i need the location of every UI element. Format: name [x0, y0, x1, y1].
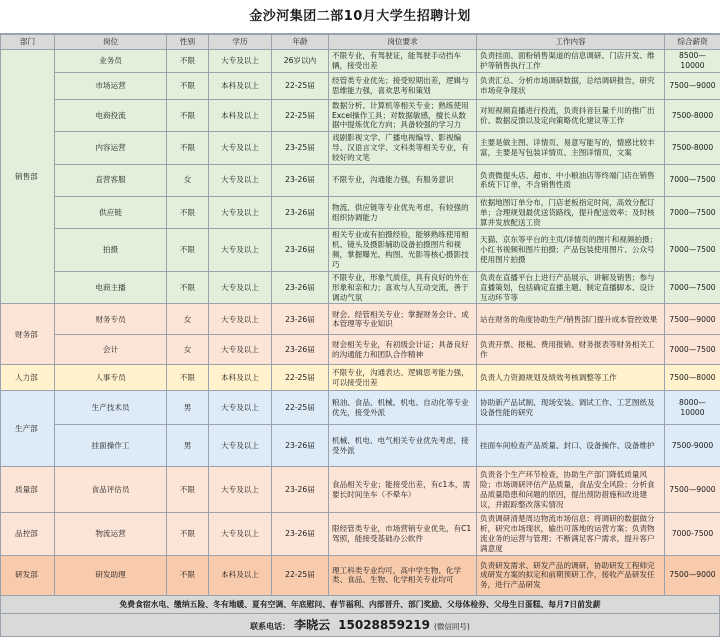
age-cell: 23-26届	[272, 425, 329, 467]
table-row	[1, 513, 720, 555]
requirements-cell: 限经管类专业，市场营销专业优先，有C1驾照，能接受基础办公软件	[329, 513, 477, 555]
position-cell: 市场运营	[55, 72, 167, 99]
education-cell: 大专及以上	[209, 467, 272, 513]
position-cell: 直营客服	[55, 164, 167, 196]
education-cell: 大专及以上	[209, 164, 272, 196]
education-cell: 大专及以上	[209, 513, 272, 555]
education-cell: 本科及以上	[209, 555, 272, 595]
salary-cell: 7500—9000	[665, 304, 720, 335]
contact-label: 联系电话：	[250, 621, 291, 631]
table-row	[1, 164, 720, 196]
salary-cell: 7000—7500	[665, 335, 720, 365]
gender-cell: 不限	[167, 229, 209, 271]
contact-name: 李晓云	[294, 617, 331, 632]
age-cell: 23-26届	[272, 164, 329, 196]
requirements-cell: 财会、经管相关专业；掌握财务会计、成本管理等专业知识	[329, 304, 477, 335]
gender-cell: 女	[167, 164, 209, 196]
education-cell: 大专及以上	[209, 132, 272, 165]
dept-cell: 财务部	[1, 304, 55, 365]
gender-cell: 不限	[167, 99, 209, 132]
work-content-cell: 负责汇总、分析市场调研数据，总结调研报告，研究市场竞争现状	[477, 72, 665, 99]
work-content-cell: 负责微提头店、超市、中小粮油店等终端门店在销售系统下订单，不含销售性质	[477, 164, 665, 196]
table-row	[1, 365, 720, 391]
age-cell: 23-26届	[272, 304, 329, 335]
table-row	[1, 229, 720, 271]
education-cell: 本科及以上	[209, 365, 272, 391]
requirements-cell: 机械、机电、电气相关专业优先考虑，接受外派	[329, 425, 477, 467]
requirements-cell: 食品相关专业；能接受出差，有c1本，需要长时间坐车（不晕车）	[329, 467, 477, 513]
header-education: 学历	[209, 35, 272, 50]
education-cell: 本科及以上	[209, 99, 272, 132]
gender-cell: 不限	[167, 132, 209, 165]
work-content-cell: 天猫、京东等平台的主页/详情页的图片和视频拍摄；小红书视频和图片拍摄；产品包装使用图片、公众号使用图片拍摄	[477, 229, 665, 271]
table-row	[1, 555, 720, 595]
position-cell: 挂面操作工	[55, 425, 167, 467]
education-cell: 本科及以上	[209, 72, 272, 99]
gender-cell: 不限	[167, 50, 209, 73]
position-cell: 生产技术员	[55, 391, 167, 425]
gender-cell: 不限	[167, 365, 209, 391]
position-cell: 会计	[55, 335, 167, 365]
age-cell: 22-25届	[272, 391, 329, 425]
age-cell: 23-26届	[272, 196, 329, 229]
requirements-cell: 相关专业或有拍摄经验，能够熟练使用相机、镜头及摄影辅助设备拍摄图片和视频，掌握曝光、构图、光影等核心摄影技巧	[329, 229, 477, 271]
age-cell: 22-25届	[272, 365, 329, 391]
position-cell: 财务专员	[55, 304, 167, 335]
work-content-cell: 主要是做主图、详情页、易意写能写的，情感比较丰富，主要是写包装详情页、主图详情页，文案	[477, 132, 665, 165]
position-cell: 电商主播	[55, 271, 167, 304]
position-cell: 物流运营	[55, 513, 167, 555]
table-row	[1, 132, 720, 165]
benefits-bar: 免费食宿水电、缴纳五险、冬有地暖、夏有空调、年底慰问、春节福利、内部晋升、部门奖励、父母体检券、父母生日蛋糕、每月7日前发薪	[0, 596, 720, 614]
education-cell: 大专及以上	[209, 391, 272, 425]
table-row	[1, 196, 720, 229]
position-cell: 供应链	[55, 196, 167, 229]
position-cell: 拍摄	[55, 229, 167, 271]
gender-cell: 女	[167, 335, 209, 365]
dept-cell: 品控部	[1, 513, 55, 555]
salary-cell: 7000-7500	[665, 513, 720, 555]
recruitment-table	[0, 34, 720, 596]
work-content-cell: 负责调研清楚周边物流市场信息；将调研的数据做分析，研究市场现状，输出可落地的运营方案；负责物流业务的运营与管理；不断满足客户需求，提升客户满意度	[477, 513, 665, 555]
requirements-cell: 物流、供应链等专业优先考虑，有较强的组织协调能力	[329, 196, 477, 229]
header-position: 岗位	[55, 35, 167, 50]
salary-cell: 7000—7500	[665, 196, 720, 229]
salary-cell: 7500—9000	[665, 467, 720, 513]
age-cell: 23-26届	[272, 513, 329, 555]
position-cell: 内容运营	[55, 132, 167, 165]
age-cell: 23-26届	[272, 335, 329, 365]
salary-cell: 7000—7500	[665, 271, 720, 304]
position-cell: 研发助理	[55, 555, 167, 595]
header-gender: 性别	[167, 35, 209, 50]
table-row	[1, 99, 720, 132]
requirements-cell: 戏剧影视文学、广播电视编导、影视编导、汉语言文学、文科类等相关专业，有较好的文笔	[329, 132, 477, 165]
gender-cell: 不限	[167, 72, 209, 99]
dept-cell: 人力部	[1, 365, 55, 391]
salary-cell: 7500-9000	[665, 425, 720, 467]
contact-phone: 15028859219	[338, 617, 430, 632]
salary-cell: 7500—9000	[665, 555, 720, 595]
work-content-cell: 对短视频直播进行投流，负责抖音巨量千川的推广出价、数据反馈以及定向策略优化建议等工作	[477, 99, 665, 132]
table-row	[1, 425, 720, 467]
age-cell: 26岁以内	[272, 50, 329, 73]
salary-cell: 7500-8000	[665, 99, 720, 132]
salary-cell: 8500—10000	[665, 50, 720, 73]
education-cell: 大专及以上	[209, 425, 272, 467]
requirements-cell: 不限专业，沟通表达、逻辑思考能力强，可以接受出差	[329, 365, 477, 391]
gender-cell: 不限	[167, 513, 209, 555]
work-content-cell: 负责挂面、面粉销售渠道的信息调研、门店开发、维护等销售执行工作	[477, 50, 665, 73]
work-content-cell: 负责开票、报税、费用报销、财务报表等财务相关工作	[477, 335, 665, 365]
gender-cell: 女	[167, 304, 209, 335]
age-cell: 23-25届	[272, 132, 329, 165]
salary-cell: 7500-8000	[665, 132, 720, 165]
salary-cell: 7500—8000	[665, 365, 720, 391]
age-cell: 22-25届	[272, 555, 329, 595]
header-requirements: 岗位要求	[329, 35, 477, 50]
work-content-cell: 负责各个生产环节检查，协助生产部门降低质量风险；市场调研评估产品质量，食品安全风险；分析食品质量隐患和问题的原因，提出预防措施和改进建议，并跟踪整改落实情况	[477, 467, 665, 513]
gender-cell: 男	[167, 391, 209, 425]
education-cell: 大专及以上	[209, 271, 272, 304]
work-content-cell: 负责研发需求、研发产品的调研，协助研发工程师完成研发方案的拟定和前期预研工作，接收产品研发任务，进行产品研发	[477, 555, 665, 595]
dept-cell: 生产部	[1, 391, 55, 467]
position-cell: 业务员	[55, 50, 167, 73]
table-row	[1, 72, 720, 99]
gender-cell: 不限	[167, 555, 209, 595]
education-cell: 大专及以上	[209, 304, 272, 335]
gender-cell: 男	[167, 425, 209, 467]
dept-cell: 质量部	[1, 467, 55, 513]
contact-bar	[0, 614, 720, 637]
gender-cell: 不限	[167, 196, 209, 229]
gender-cell: 不限	[167, 271, 209, 304]
salary-cell: 7000—7500	[665, 229, 720, 271]
table-row	[1, 50, 720, 73]
table-header-row	[1, 35, 720, 50]
table-row	[1, 304, 720, 335]
position-cell: 食品评估员	[55, 467, 167, 513]
age-cell: 23-26届	[272, 271, 329, 304]
requirements-cell: 经管类专业优先；接受短期出差，逻辑与思维能力强，喜欢思考和策划	[329, 72, 477, 99]
age-cell: 22-25届	[272, 72, 329, 99]
table-body	[1, 50, 720, 596]
education-cell: 大专及以上	[209, 196, 272, 229]
header-age: 年龄	[272, 35, 329, 50]
position-cell: 电商投流	[55, 99, 167, 132]
education-cell: 大专及以上	[209, 229, 272, 271]
requirements-cell: 不限专业，有驾驶证，能驾驶手动挡车辆，接受出差	[329, 50, 477, 73]
header-salary: 综合薪资	[665, 35, 720, 50]
requirements-cell: 不限专业，形象气质佳，具有良好的外在形象和亲和力；喜欢与人互动交流，善于调动气氛	[329, 271, 477, 304]
education-cell: 大专及以上	[209, 335, 272, 365]
dept-cell: 研发部	[1, 555, 55, 595]
dept-cell: 销售部	[1, 50, 55, 304]
work-content-cell: 负责人力资源规划及绩效考核调整等工作	[477, 365, 665, 391]
page-title: 金沙河集团二部10月大学生招聘计划	[0, 0, 720, 34]
work-content-cell: 负责在直播平台上进行产品展示、讲解及销售；参与直播策划，包括确定直播主题、制定直播脚本、设计互动环节等	[477, 271, 665, 304]
table-row	[1, 271, 720, 304]
work-content-cell: 依据地图订单分布，门店老板指定时间，高效分配订单；合理规划最优送货路线，提升配送效率；及时核算并发放配送工资	[477, 196, 665, 229]
table-row	[1, 391, 720, 425]
requirements-cell: 财会相关专业，有初级会计证；具备良好的沟通能力和团队合作精神	[329, 335, 477, 365]
work-content-cell: 挂面车间检查产品质量、封口、设备操作、设备维护	[477, 425, 665, 467]
position-cell: 人事专员	[55, 365, 167, 391]
table-row	[1, 467, 720, 513]
gender-cell: 不限	[167, 467, 209, 513]
requirements-cell: 不限专业，沟通能力强，有服务意识	[329, 164, 477, 196]
requirements-cell: 数据分析、计算机等相关专业；熟练使用Excel操作工具；对数据敏感，擅长从数据中提炼优化方向；具备较强的学习力	[329, 99, 477, 132]
age-cell: 23-26届	[272, 229, 329, 271]
requirements-cell: 理工科类专业均可，高中学生物、化学类、食品、生物、化学相关专业均可	[329, 555, 477, 595]
requirements-cell: 粮油、食品、机械、机电、自动化等专业优先，接受外派	[329, 391, 477, 425]
education-cell: 大专及以上	[209, 50, 272, 73]
salary-cell: 7000—7500	[665, 164, 720, 196]
header-work-content: 工作内容	[477, 35, 665, 50]
work-content-cell: 站在财务的角度协助生产/销售部门提升成本管控效果	[477, 304, 665, 335]
table-row	[1, 335, 720, 365]
salary-cell: 8000—10000	[665, 391, 720, 425]
header-dept: 部门	[1, 35, 55, 50]
salary-cell: 7500—9000	[665, 72, 720, 99]
work-content-cell: 协助新产品试制、现场安装、调试工作、工艺图纸及设备性能的研究	[477, 391, 665, 425]
age-cell: 23-26届	[272, 467, 329, 513]
age-cell: 22-25届	[272, 99, 329, 132]
contact-wechat-note: (微信同号)	[434, 621, 470, 631]
